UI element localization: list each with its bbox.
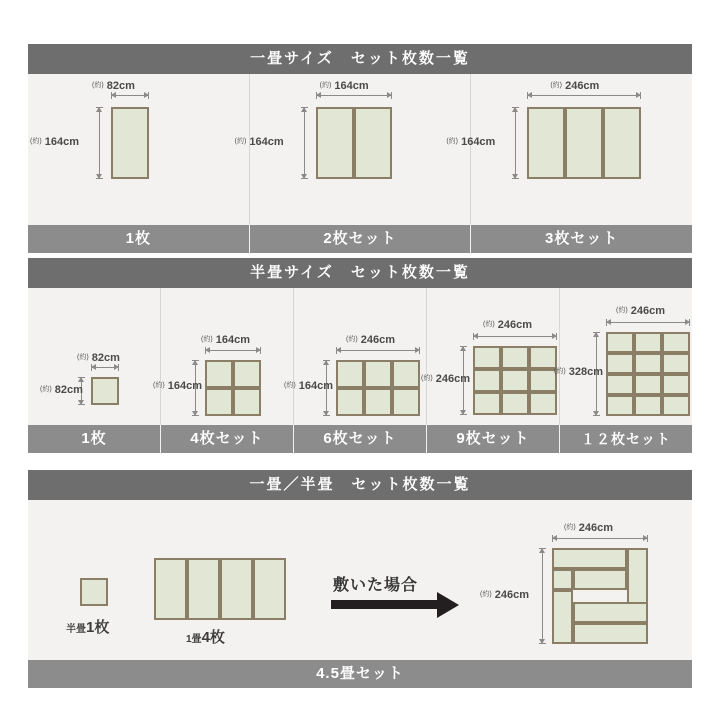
tatami-mat — [501, 369, 529, 392]
cell-ichijo-1 — [28, 74, 250, 225]
panel-ichijo-footer — [28, 225, 692, 253]
tatami-mat-half — [552, 569, 573, 590]
footer-label-ichijo-1: 1枚 — [28, 225, 250, 253]
tatami-mat — [662, 374, 690, 395]
result-height-dimension-line — [542, 548, 543, 644]
tatami-mat — [336, 388, 364, 416]
panel-mix-title: 一畳／半畳 セット枚数一覧 — [28, 470, 692, 500]
caption-full-four: 1畳4枚 — [186, 629, 225, 646]
tatami-mat — [336, 360, 364, 388]
tatami-mat — [634, 353, 662, 374]
tatami-mat-full — [573, 623, 648, 644]
caption-half-one: 半畳1枚 — [66, 619, 110, 636]
tatami-mat-full — [187, 558, 220, 620]
tatami-mat — [527, 107, 565, 179]
panel-hanjo-body — [28, 288, 692, 425]
panel-ichijo-body — [28, 74, 692, 225]
tatami-mat-full — [253, 558, 286, 620]
tatami-mat — [606, 332, 634, 353]
width-dimension-line — [316, 95, 392, 96]
result-width-dimension-label: (約) 246cm — [564, 522, 613, 534]
panel-ichijo — [28, 44, 692, 253]
cell-hanjo-12 — [554, 288, 692, 425]
footer-label-hanjo-12: １２枚セット — [560, 425, 692, 453]
height-dimension-label: (約) 246cm — [421, 373, 470, 385]
panel-ichijo-title: 一畳サイズ セット枚数一覧 — [28, 44, 692, 74]
tatami-mat — [473, 369, 501, 392]
tatami-mat — [91, 377, 119, 405]
panel-hanjo — [28, 258, 692, 453]
cell-ichijo-2 — [234, 74, 472, 225]
panel-hanjo-title: 半畳サイズ セット枚数一覧 — [28, 258, 692, 288]
cell-hanjo-6 — [284, 288, 427, 425]
height-dimension-line — [515, 107, 516, 179]
tatami-mat — [205, 360, 233, 388]
tatami-mat — [603, 107, 641, 179]
tatami-mat — [606, 395, 634, 416]
tatami-mat — [473, 392, 501, 415]
cell-hanjo-4 — [153, 288, 294, 425]
tatami-mat — [392, 388, 420, 416]
tatami-mat — [233, 360, 261, 388]
tatami-mat-full — [154, 558, 187, 620]
tatami-mat — [354, 107, 392, 179]
tatami-mat — [501, 392, 529, 415]
width-dimension-label: (約) 246cm — [483, 319, 532, 331]
tatami-mat-full — [573, 602, 648, 623]
tatami-mat-full — [552, 548, 627, 569]
width-dimension-label: (約) 82cm — [92, 80, 135, 92]
tatami-mat — [111, 107, 149, 179]
width-dimension-label: (約) 82cm — [77, 352, 120, 364]
tatami-mat — [316, 107, 354, 179]
layout-note: 敷いた場合 — [333, 577, 419, 594]
panel-hanjo-footer — [28, 425, 692, 453]
panel-mix-body — [28, 500, 692, 660]
tatami-mat — [565, 107, 603, 179]
tatami-mat-full — [573, 569, 627, 590]
height-dimension-label: (約) 164cm — [284, 380, 333, 392]
width-dimension-label: (約) 246cm — [550, 80, 600, 92]
height-dimension-label: (約) 328cm — [554, 366, 603, 378]
height-dimension-line — [99, 107, 100, 179]
footer-label-ichijo-3: 3枚セット — [471, 225, 692, 253]
panel-mix — [28, 470, 692, 688]
tatami-mat — [634, 332, 662, 353]
cell-ichijo-3 — [446, 74, 692, 225]
height-dimension-label: (約) 164cm — [153, 380, 202, 392]
width-dimension-line — [527, 95, 641, 96]
tatami-mat — [662, 332, 690, 353]
width-dimension-line — [205, 350, 261, 351]
tatami-mat — [662, 395, 690, 416]
panel-mix-footer — [28, 660, 692, 688]
tatami-mat — [473, 346, 501, 369]
height-dimension-label: (約) 164cm — [234, 136, 284, 148]
tatami-mat — [634, 374, 662, 395]
tatami-mat — [529, 369, 557, 392]
width-dimension-label: (約) 246cm — [346, 334, 395, 346]
tatami-mat-full — [220, 558, 253, 620]
tatami-mat — [233, 388, 261, 416]
tatami-mat — [662, 353, 690, 374]
tatami-mat — [529, 346, 557, 369]
width-dimension-label: (約) 246cm — [616, 305, 665, 317]
tatami-mat — [606, 353, 634, 374]
tatami-mat — [529, 392, 557, 415]
tatami-mat — [501, 346, 529, 369]
tatami-mat — [634, 395, 662, 416]
height-dimension-label: (約) 82cm — [40, 384, 83, 396]
height-dimension-line — [304, 107, 305, 179]
cell-hanjo-1 — [28, 288, 161, 425]
tatami-mat — [606, 374, 634, 395]
height-dimension-label: (約) 164cm — [30, 136, 79, 148]
footer-label-ichijo-2: 2枚セット — [250, 225, 472, 253]
width-dimension-line — [473, 336, 557, 337]
footer-label-hanjo-9: 9枚セット — [427, 425, 560, 453]
footer-label-hanjo-6: 6枚セット — [294, 425, 427, 453]
tatami-mat — [205, 388, 233, 416]
footer-label-mix: 4.5畳セット — [28, 660, 692, 688]
cell-hanjo-9 — [421, 288, 560, 425]
footer-label-hanjo-1: 1枚 — [28, 425, 161, 453]
tatami-mat — [364, 360, 392, 388]
width-dimension-label: (約) 164cm — [319, 80, 369, 92]
tatami-mat — [392, 360, 420, 388]
tatami-mat-half — [80, 578, 108, 606]
footer-label-hanjo-4: 4枚セット — [161, 425, 294, 453]
tatami-mat — [364, 388, 392, 416]
width-dimension-label: (約) 164cm — [201, 334, 250, 346]
height-dimension-label: (約) 164cm — [446, 136, 496, 148]
width-dimension-line — [606, 322, 690, 323]
result-width-dimension-line — [552, 538, 648, 539]
result-height-dimension-label: (約) 246cm — [480, 589, 529, 601]
width-dimension-line — [336, 350, 420, 351]
tatami-mat-full — [552, 590, 573, 644]
